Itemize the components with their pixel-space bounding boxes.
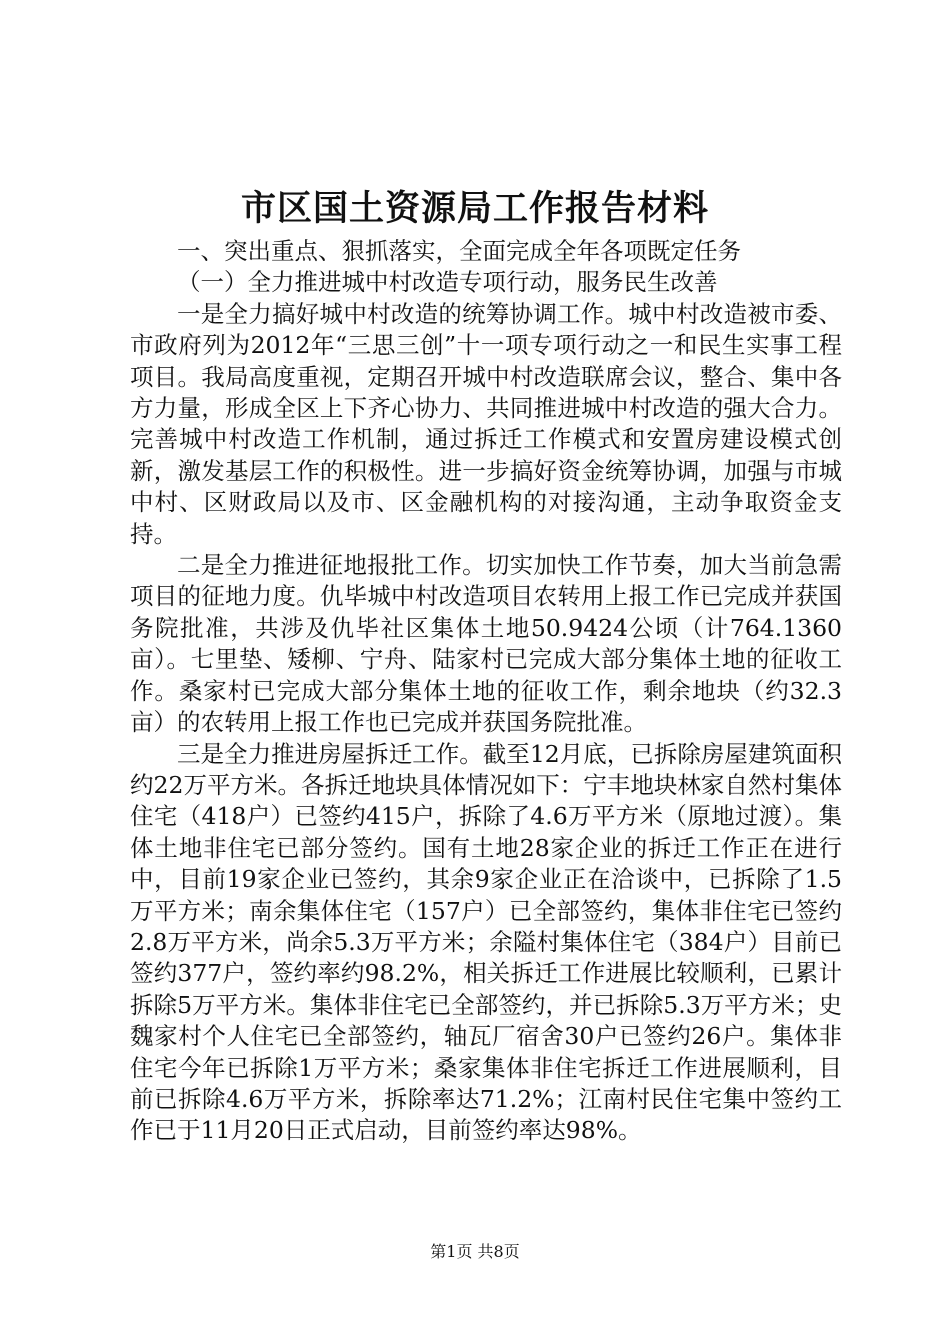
paragraph: 一是全力搞好城中村改造的统筹协调工作。城中村改造被市委、市政府列为2012年“三思三创”十一项专项行动之一和民生实事工程项目。我局高度重视，定期召开城中村改造联席会议，整合、集中各方力量，形成全区上下齐心协力、共同推进城中村改造的强大合力。完善城中村改造工作机制，通过拆迁工作模式和安置房建设模式创新，激发基层工作的积极性。进一步搞好资金统筹协调，加强与市城中村、区财政局以及市、区金融机构的对接沟通，主动争取资金支持。 — [130, 299, 842, 548]
document-title: 市区国土资源局工作报告材料 — [240, 188, 709, 229]
section-heading: 一、突出重点、狠抓落实，全面完成全年各项既定任务 — [177, 237, 741, 265]
paragraph: 三是全力推进房屋拆迁工作。截至12月底，已拆除房屋建筑面积约22万平方米。各拆迁地块具体情况如下：宁丰地块林家自然村集体住宅（418户）已签约415户，拆除了4.6万平方米（原地过渡）。集体土地非住宅已部分签约。国有土地28家企业的拆迁工作正在进行中，目前19家企业已签约，其余9家企业正在洽谈中，已拆除了1.5万平方米；南余集体住宅（157户）已全部签约，集体非住宅已签约2.8万平方米，尚余5.3万平方米；余隘村集体住宅（384户）目前已签约377户，签约率约98.2%，相关拆迁工作进展比较顺利，已累计拆除5万平方米。集体非住宅已全部签约，并已拆除5.3万平方米；史魏家村个人住宅已全部签约，轴瓦厂宿舍30户已签约26户。集体非住宅今年已拆除1万平方米；桑家集体非住宅拆迁工作进展顺利，目前已拆除4.6万平方米，拆除率达71.2%；江南村民住宅集中签约工作已于11月20日正式启动，目前签约率达98%。 — [130, 739, 842, 1145]
document-body — [130, 236, 842, 1147]
page-number: 第1页 共8页 — [430, 1242, 520, 1261]
subsection-heading: （一）全力推进城中村改造专项行动，服务民生改善 — [177, 268, 718, 297]
paragraph: 二是全力推进征地报批工作。切实加快工作节奏，加大当前急需项目的征地力度。仇毕城中村改造项目农转用上报工作已完成并获国务院批准，共涉及仇毕社区集体土地50.9424公顷（计764.1360亩）。七里垫、矮柳、宁舟、陆家村已完成大部分集体土地的征收工作。桑家村已完成大部分集体土地的征收工作，剩余地块（约32.3亩）的农转用上报工作也已完成并获国务院批准。 — [130, 551, 842, 737]
